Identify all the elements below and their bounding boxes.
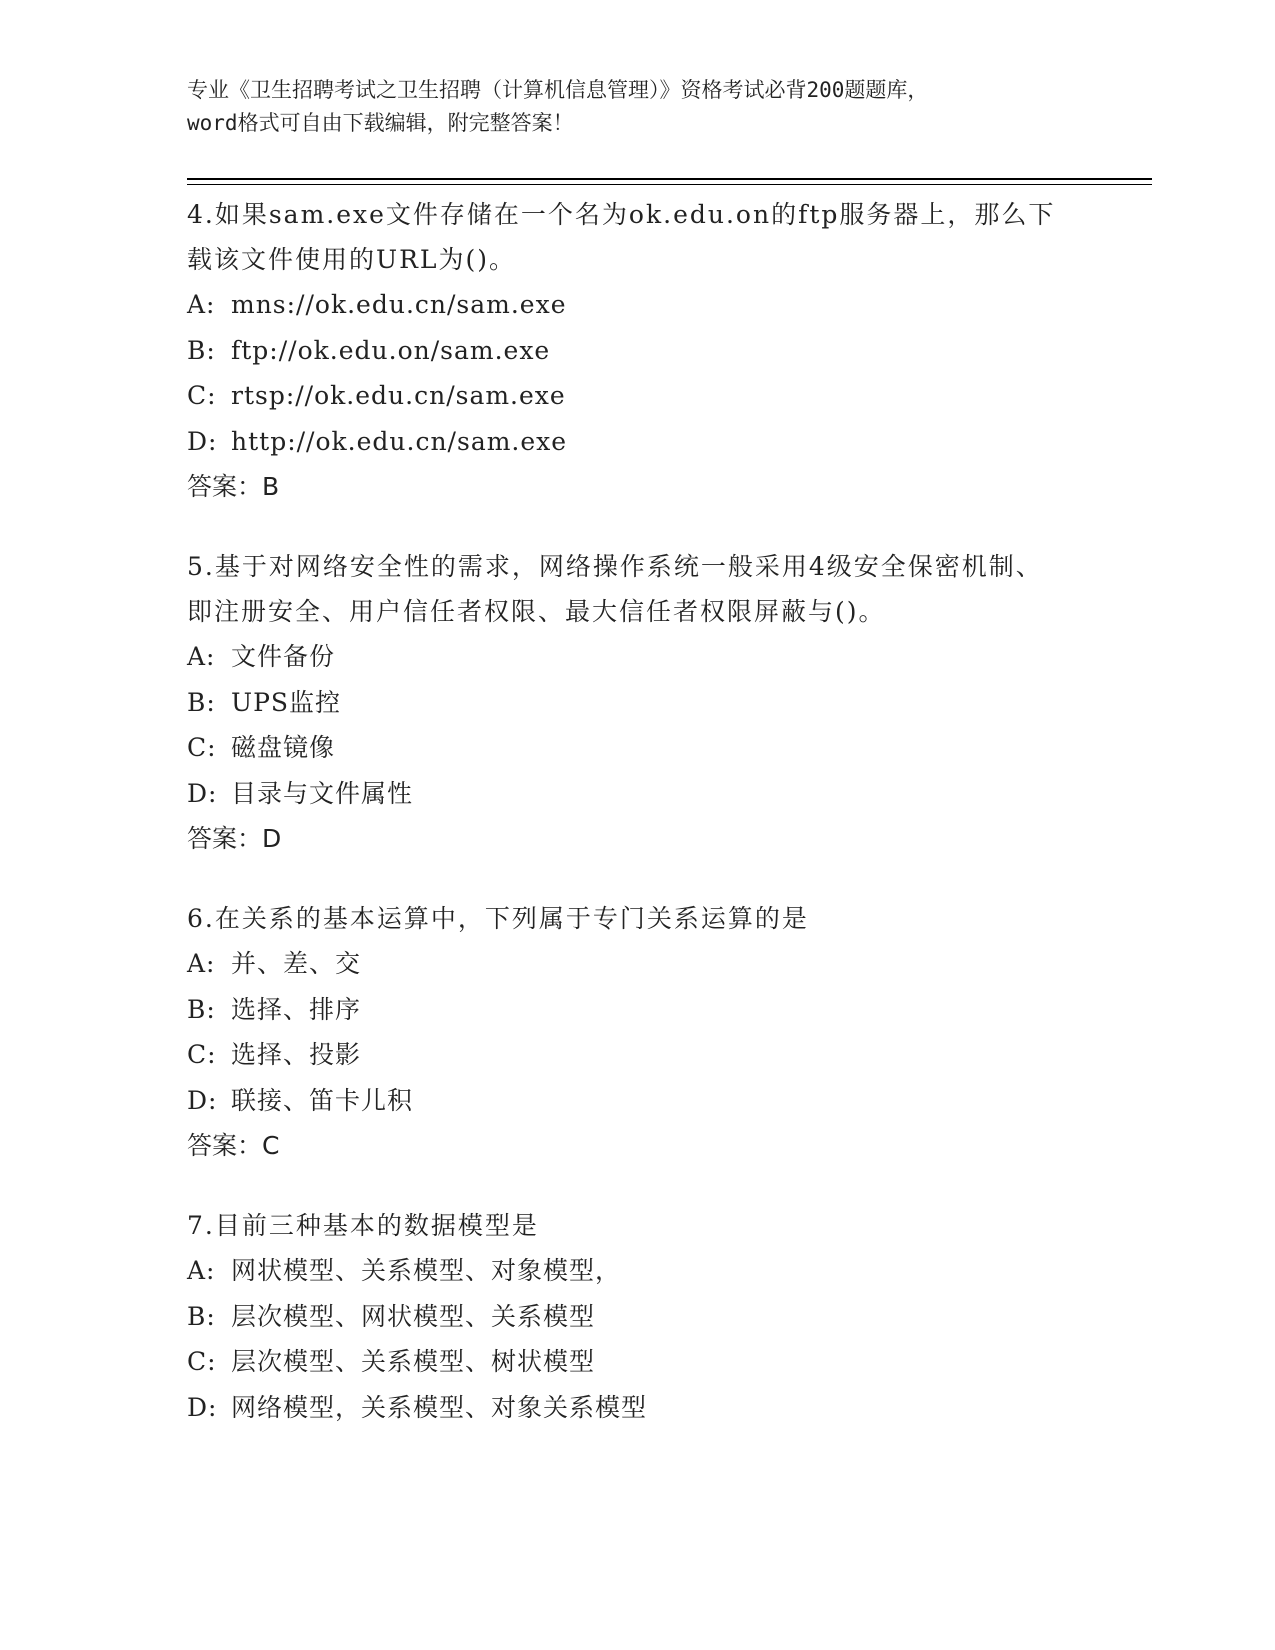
option-a bbox=[187, 634, 1117, 680]
option-label: B: bbox=[187, 335, 216, 365]
option-text: UPS监控 bbox=[231, 687, 342, 717]
option-c bbox=[187, 725, 1117, 771]
option-c bbox=[187, 1032, 1117, 1078]
option-text: rtsp://ok.edu.cn/sam.exe bbox=[231, 381, 566, 410]
option-text: 网状模型、关系模型、对象模型， bbox=[231, 1256, 622, 1285]
option-text: 磁盘镜像 bbox=[231, 733, 336, 762]
option-label: B: bbox=[187, 687, 216, 717]
option-text: 文件备份 bbox=[231, 642, 336, 671]
option-label: C: bbox=[187, 381, 217, 410]
question-5 bbox=[187, 544, 1117, 861]
header-line-2: word格式可自由下载编辑，附完整答案！ bbox=[187, 111, 574, 135]
option-label: B: bbox=[187, 994, 216, 1024]
option-label: A: bbox=[187, 290, 216, 319]
document-header bbox=[187, 74, 1087, 140]
option-d bbox=[187, 419, 1117, 465]
option-d bbox=[187, 1385, 1117, 1431]
option-label: D: bbox=[187, 778, 218, 808]
option-label: D: bbox=[187, 1392, 218, 1422]
option-text: 层次模型、关系模型、树状模型 bbox=[231, 1347, 596, 1376]
option-b bbox=[187, 680, 1117, 726]
option-text: 目录与文件属性 bbox=[231, 778, 414, 808]
option-c bbox=[187, 1339, 1117, 1385]
option-a bbox=[187, 941, 1117, 987]
header-divider-thin bbox=[187, 184, 1152, 185]
option-label: C: bbox=[187, 1347, 217, 1376]
question-list bbox=[187, 192, 1117, 1465]
question-stem: 4.如果sam.exe文件存储在一个名为ok.edu.on的ftp服务器上，那么下载该文件使用的URL为()。 bbox=[187, 200, 1056, 274]
option-label: B: bbox=[187, 1301, 216, 1331]
option-d bbox=[187, 1078, 1117, 1124]
option-label: D: bbox=[187, 426, 218, 456]
option-text: 并、差、交 bbox=[231, 949, 362, 978]
question-stem: 7.目前三种基本的数据模型是 bbox=[187, 1211, 539, 1240]
option-b bbox=[187, 328, 1117, 374]
option-label: A: bbox=[187, 1256, 216, 1285]
option-text: http://ok.edu.cn/sam.exe bbox=[231, 426, 568, 456]
question-4 bbox=[187, 192, 1117, 509]
option-b bbox=[187, 987, 1117, 1033]
option-label: C: bbox=[187, 733, 217, 762]
option-label: C: bbox=[187, 1040, 217, 1069]
option-text: 选择、投影 bbox=[231, 1040, 362, 1069]
answer: 答案：B bbox=[187, 472, 280, 501]
option-c bbox=[187, 373, 1117, 419]
option-a bbox=[187, 1248, 1117, 1294]
option-b bbox=[187, 1294, 1117, 1340]
header-divider-thick bbox=[187, 178, 1152, 180]
option-a bbox=[187, 282, 1117, 328]
answer: 答案：C bbox=[187, 1131, 280, 1160]
option-text: 网络模型，关系模型、对象关系模型 bbox=[231, 1392, 648, 1422]
question-6 bbox=[187, 896, 1117, 1168]
option-label: A: bbox=[187, 949, 216, 978]
option-text: 联接、笛卡儿积 bbox=[231, 1085, 414, 1115]
option-text: mns://ok.edu.cn/sam.exe bbox=[231, 290, 567, 319]
question-stem: 6.在关系的基本运算中，下列属于专门关系运算的是 bbox=[187, 904, 809, 933]
answer: 答案：D bbox=[187, 824, 282, 853]
question-7 bbox=[187, 1203, 1117, 1430]
option-text: ftp://ok.edu.on/sam.exe bbox=[231, 335, 551, 365]
header-line-1: 专业《卫生招聘考试之卫生招聘（计算机信息管理）》资格考试必背200题题库， bbox=[187, 78, 929, 102]
question-stem: 5.基于对网络安全性的需求，网络操作系统一般采用4级安全保密机制、即注册安全、用户信任者权限、最大信任者权限屏蔽与()。 bbox=[187, 552, 1043, 626]
option-label: A: bbox=[187, 642, 216, 671]
option-label: D: bbox=[187, 1085, 218, 1115]
option-d bbox=[187, 771, 1117, 817]
option-text: 层次模型、网状模型、关系模型 bbox=[231, 1301, 596, 1331]
option-text: 选择、排序 bbox=[231, 994, 362, 1024]
